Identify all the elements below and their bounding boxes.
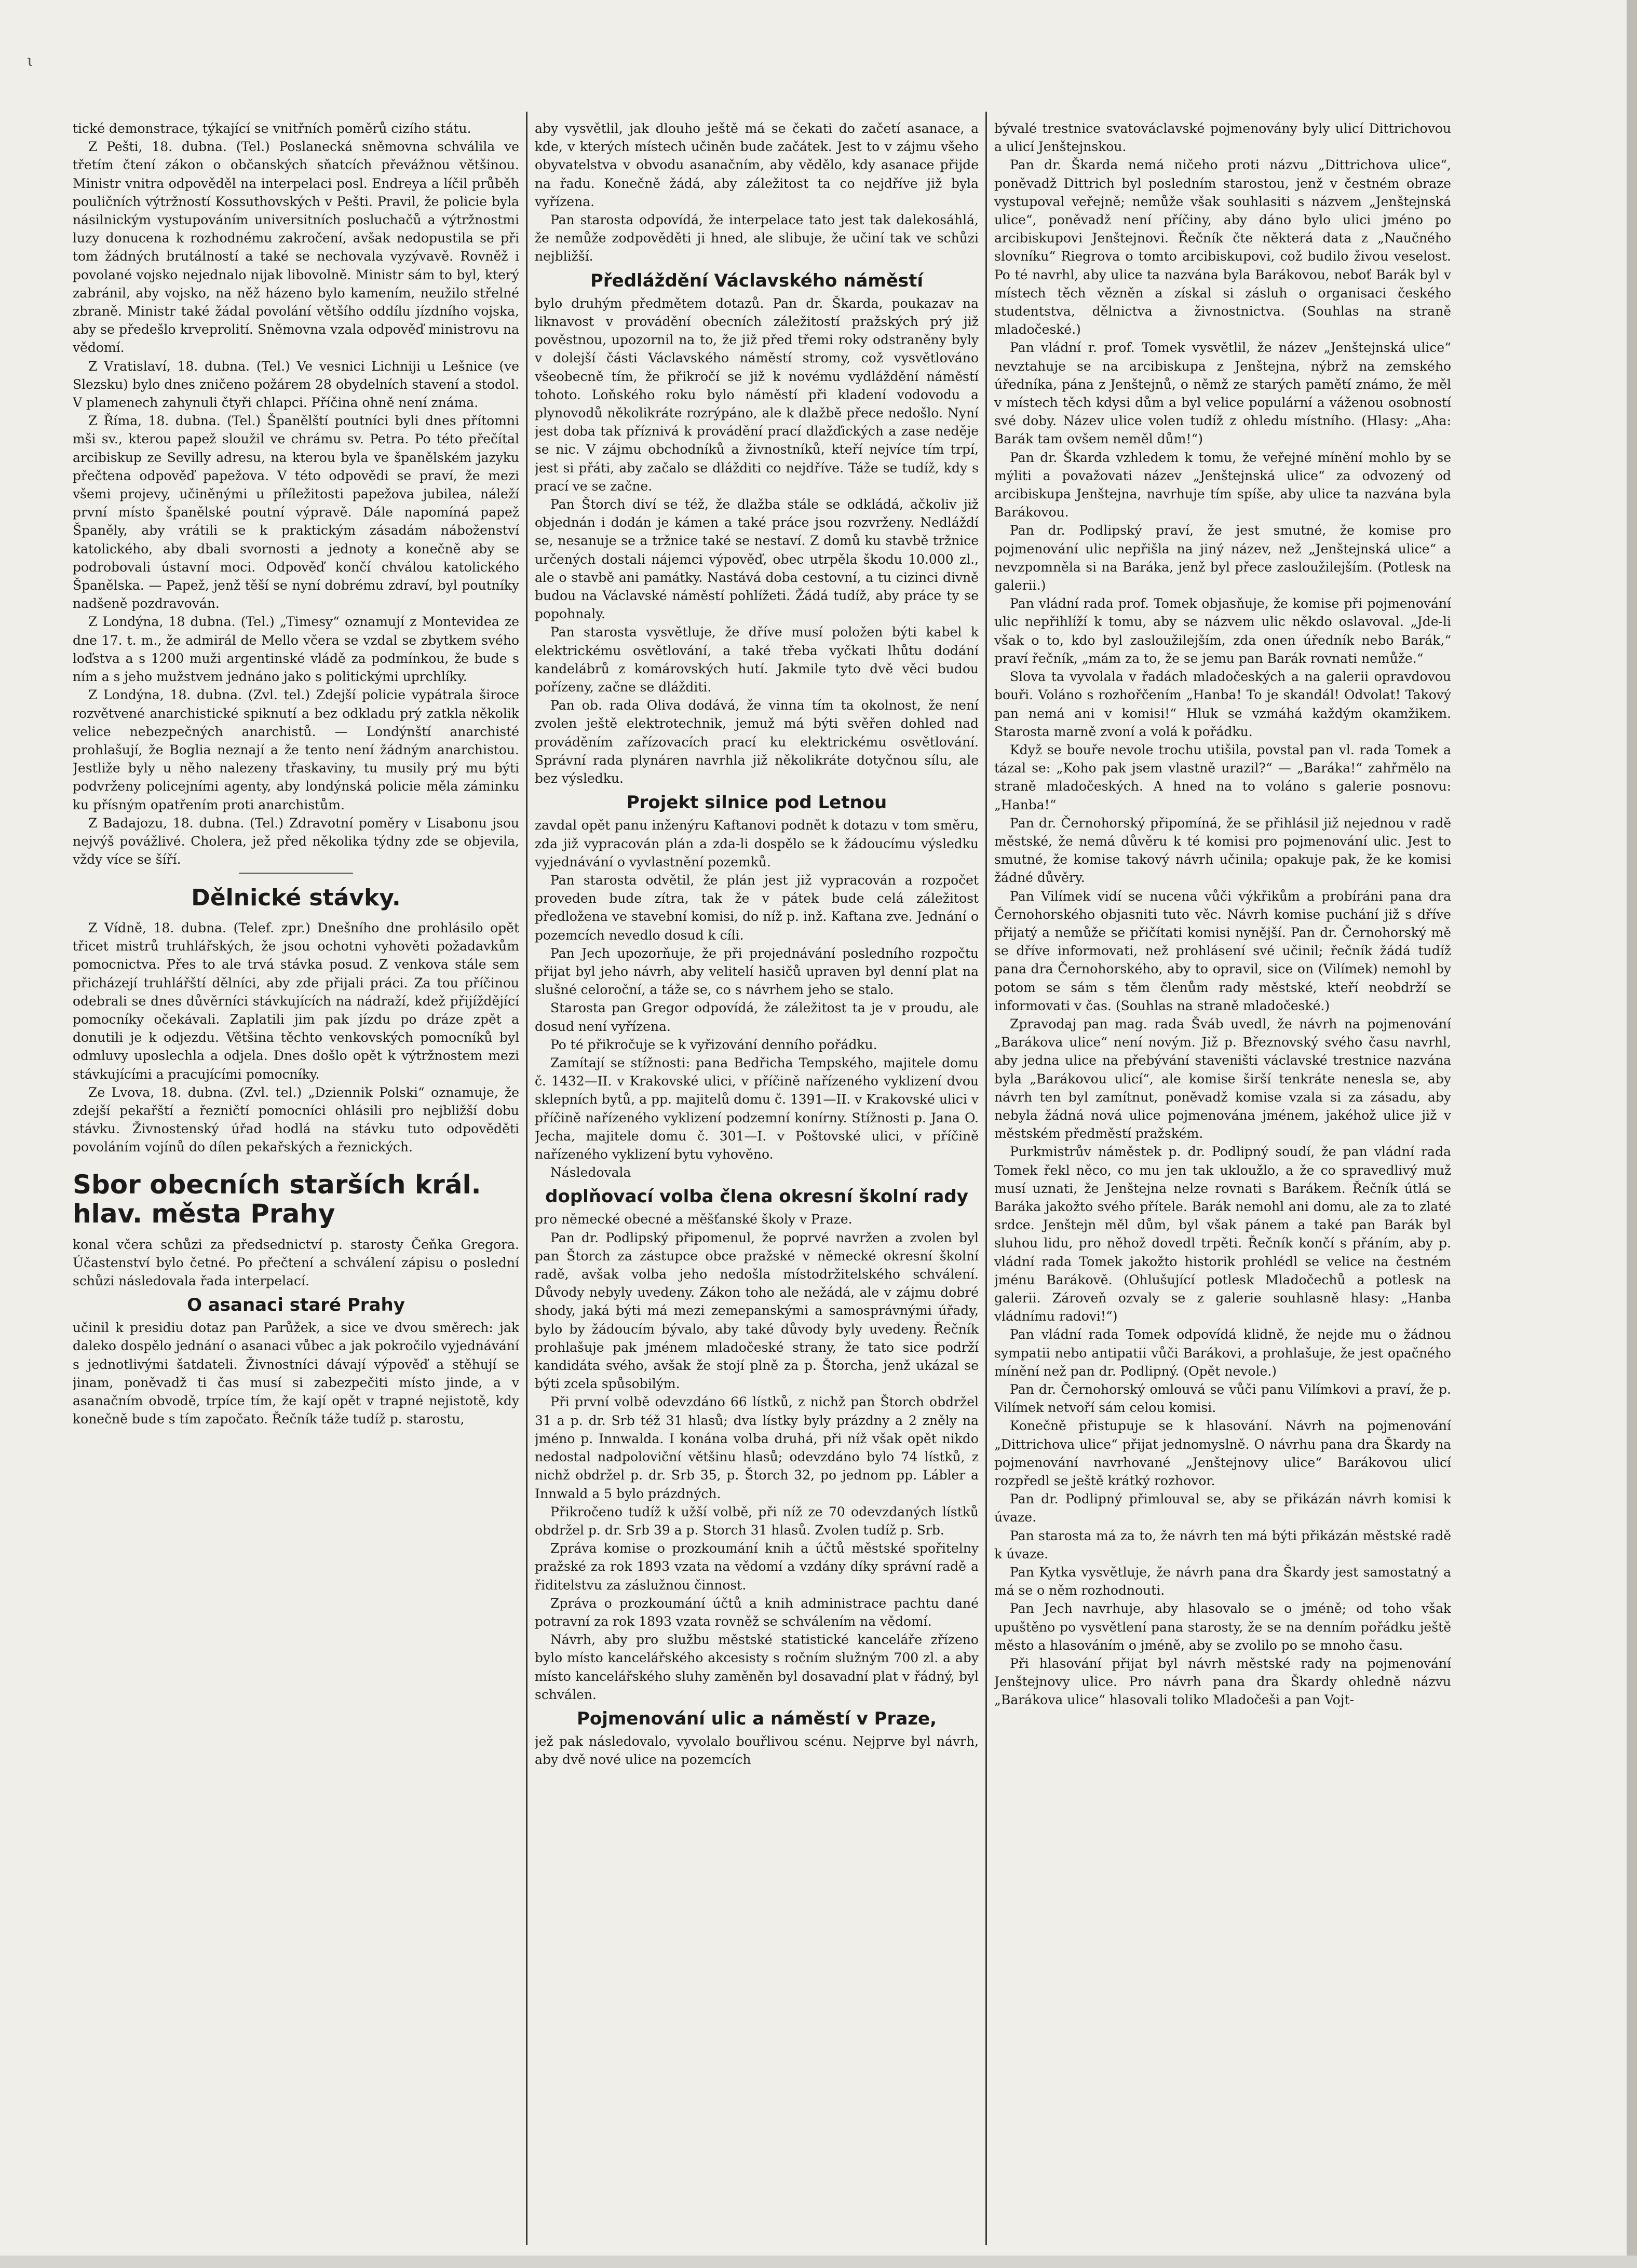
paragraph: Zpráva o prozkoumání účtů a knih administrace pachtu dané potravní za rok 1893 vzata rovněž se schválením na vědomí.: [535, 1595, 979, 1629]
paragraph: Zamítají se stížnosti: pana Bedřicha Tempského, majitele domu č. 1432—II. v Krakovské ulici, v příčině nařízeného vyklizení dvou sklepních bytů, a pp. majitelů domu č. 1391—II. v Krakovské ulici v příčině nařízeného vyklizení podzemní konírny. Stížnosti p. Jana O. Jecha, majitele domu č. 301—I. v Poštovské ulici, v příčině nařízeného vyklizení bytu vyhověno.: [535, 1055, 979, 1162]
paragraph: Starosta pan Gregor odpovídá, že záležitost ta je v proudu, ale dosud není vyřízena.: [535, 1000, 979, 1034]
paragraph: Když se bouře nevole trochu utišila, povstal pan vl. rada Tomek a tázal se: „Koho pak jsem vlastně urazil?“ — „Baráka!“ zahřmělo na straně mladočeských. A hned na to voláno s galerie posnovu: „Hanba!“: [994, 742, 1451, 812]
paragraph: Pan Vilímek vidí se nucena vůči výkřikům a probíráni pana dra Černohorského objasniti tuto věc. Návrh komise puchání již s dříve přijatý a nemůže se přičítati komisi nynější. Pan dr. Černohorský mě se dříve informovati, než prohlásení své učinil; řečník žádá tudíž pana dra Černohorského, aby to opravil, sice on (Vilímek) nemohl by potom se sám s těm členům rady městské, kteří neobdrží se informovati v čas. (Souhlas na straně mladočeské.): [994, 888, 1451, 1013]
news-item-badajoz: Z Badajozu, 18. dubna. (Tel.) Zdravotní poměry v Lisabonu jsou nejvýš povážlivé. Cholera, jež před několika týdny zde se objevila, vždy více se šíří.: [73, 815, 519, 867]
paragraph: Při hlasování přijat byl návrh městské rady na pojmenování Jenštejnovy ulice. Pro návrh pana dra Škardy ohledně názvu „Barákova ulice“ hlasovali toliko Mladočeši a pan Vojt-: [994, 1656, 1451, 1708]
paragraph: Pan dr. Černohorský omlouvá se vůči panu Vilímkovi a praví, že p. Vilímek netvoří sám celou komisi.: [994, 1382, 1451, 1416]
paragraph: zavdal opět panu inženýru Kaftanovi podnět k dotazu v tom směru, zda již vypracován plán a zda-li dospělo se k žádoucímu výsledku vyjednávání o vyvlastnění pozemků.: [535, 818, 979, 870]
paragraph: učinil k presidiu dotaz pan Parůžek, a sice ve dvou směrech: jak daleko dospělo jednání o asanaci vůbec a jak pokročilo vyjednávání s jednotlivými šatdateli. Živnostníci dávají výpověď a stěhují se jinam, poněvadž ti čas musí si zabezpečiti místo jinde, a v asanačním obvodě, trpíce tím, že kají opět v trapné nejistotě, kdy konečně bude s tím započato. Řečník táže tudíž p. starostu,: [73, 1320, 519, 1427]
paragraph: Při první volbě odevzdáno 66 lístků, z nichž pan Štorch obdržel 31 a p. dr. Srb též 31 hlasů; dva lístky byly prázdny a 2 zněly na jméno p. Innwalda. I konána volba druhá, při níž však opět nikdo nedostal nadpoloviční většinu hlasů; odevzdáno bylo 74 lístků, z nichž obdržel p. dr. Srb 35, p. Štorch 32, po jednom pp. Lábler a Innwald a 5 bylo prázdných.: [535, 1394, 979, 1501]
paragraph: Pan vládní r. prof. Tomek vysvětlil, že název „Jenštejnská ulice“ nevztahuje se na arcibiskupa z Jenštejna, nýbrž na zemského úředníka, pána z Jenštejnů, o němž ze starých pamětí známo, že měl v místech těch kdysi dům a byl velice populární a váženou osobností své doby. Název ulice volen tudíž z ohledu místního. (Hlasy: „Aha: Barák tam ovšem neměl dům!“): [994, 340, 1451, 447]
paragraph: Pan dr. Podlipský praví, že jest smutné, že komise pro pojmenování ulic nepřišla na jiný název, než „Jenštejnská ulice“ a nevzpomněla si na Baráka, jenž byl přece zasloužilejším. (Potlesk na galerii.): [994, 523, 1451, 593]
paragraph: Přikročeno tudíž k užší volbě, při níž ze 70 odevzdaných lístků obdržel p. dr. Srb 39 a p. Storch 31 hlasů. Zvolen tudíž p. Srb.: [535, 1504, 979, 1538]
paragraph: Následovala: [550, 1165, 631, 1180]
subsection-heading: Předláždění Václavského náměstí: [590, 270, 924, 291]
section-separator: [239, 873, 353, 874]
news-item-pest: Z Pešti, 18. dubna. (Tel.) Poslanecká sněmovna schválila ve třetím čtení zákon o občanských sňatcích převážnou většinou. Ministr vnitra odpověděl na interpelaci posl. Endreya a líčil průběh pouličních výtržností Kossuthovských v Pešti. Pravil, že policie byla násilnickým vystupováním universitních posluchačů a výtržnostmi luzy donucena k rozhodnému zakročení, avšak nedopustila se při tom žádných brutálností a také se nechovala vyzývavě. Rovněž i povolané vojsko nejednalo nijak libovolně. Ministr sám to byl, který zabránil, aby vojsko, na něž házeno bylo kamením, neužilo střelné zbraně. Ministr také žádal povolání většího oddílu jízdního vojska, aby se předešlo krveprolití. Sněmovna vzala odpověď ministrovu na vědomí.: [73, 139, 519, 356]
paragraph: Pan Jech navrhuje, aby hlasovalo se o jméně; od toho však upuštěno po vysvětlení pana starosty, že se na denním pořádku ještě město a hlasováním o jméně, aby se zvolilo po se mnoho času.: [994, 1601, 1451, 1653]
paragraph: Pan starosta má za to, že návrh ten má býti přikázán městské radě k úvaze.: [994, 1528, 1451, 1561]
paragraph: pro německé obecné a měšťanské školy v Praze.: [535, 1212, 853, 1227]
news-item-london-1: Z Londýna, 18 dubna. (Tel.) „Timesy“ oznamují z Montevidea ze dne 17. t. m., že admirál de Mello včera se vzdal se zbytkem svého loďstva a s 1200 muži argentinské vládě za podmínkou, že bude s ním a s jeho mužstvem jednáno jako s politickými uprchlíky.: [73, 614, 519, 685]
paragraph: bylo druhým předmětem dotazů. Pan dr. Škarda, poukazav na liknavost v provádění obecních záležitostí pražských prý již pověstnou, upozornil na to, že již před třemi roky odstraněny byly v dolejší části Václavského náměstí stromy, což vysvětlováno všeobecně tím, že přikročí se již k novému vydláždění náměstí tohoto. Loňského roku bylo náměstí při kladení vodovodu a plynovodů několikráte rozrýpáno, ale k dlažbě přece nedošlo. Nyní jest doba tak příznivá k provádění prací dlažďických a zase neděje se nic. V zájmu obchodníků a živnostníků, kteří nejvíce tím trpí, jest si přáti, aby začalo se dlážditi co nejdříve. Táže se tudíž, kdy s prací ve se začne.: [535, 295, 979, 494]
news-item-lvov: Ze Lvova, 18. dubna. (Zvl. tel.) „Dziennik Polski“ oznamuje, že zdejší pekařští a řezničtí pomocníci ohlásili pro nejbližší dobu stávku. Živnostenský úřad hodlá na stávku tuto odpověděti povoláním vojínů do dílen pekařských a řeznických.: [73, 1084, 519, 1155]
paragraph: Pan vládní rada Tomek odpovídá klidně, že nejde mu o žádnou sympatii nebo antipatii vůči Barákovi, a prohlašuje, že jest opačného mínění než pan dr. Podlipný. (Opět nevole.): [994, 1327, 1451, 1379]
paragraph: Zpráva komise o prozkoumání knih a účtů městské spořitelny pražské za rok 1893 vzata na vědomí a vzdány díky správní radě a řiditelstvu za záslužnou činnost.: [535, 1541, 979, 1593]
column-2: [535, 119, 979, 2237]
paragraph: Pan dr. Podlipský připomenul, že poprvé navržen a zvolen byl pan Štorch za zástupce obce pražské v německé okresní školní radě, avšak volba jeho nedošla místodržitelského schválení. Důvody nebyly uvedeny. Zákon toho ale nežádá, ale v zájmu dobré shody, jaká býti má mezi zemepanskými a samosprávnými úřady, bylo by žádoucím bývalo, aby také důvody byly uvedeny. Řečník prohlašuje pak jménem mladočeské strany, že tato sice podrží kandidáta svého, avšak že stojí plně za p. Štorcha, jenž ukázal se býti zcela spůsobilým.: [535, 1230, 979, 1392]
paragraph: Pan starosta vysvětluje, že dříve musí položen býti kabel k elektrickému osvětlování, a také třeba vyčkati lhůtu dodání kandelábrů z komárovských hutí. Jakmile tyto dvě věci budou pořízeny, začne se dlážditi.: [535, 624, 979, 695]
news-item-vratislav: Z Vratislaví, 18. dubna. (Tel.) Ve vesnici Lichniji u Lešnice (ve Slezsku) bylo dnes zničeno požárem 28 obydelních stavení a stodol. V plamenech zahynuli čtyři chlapci. Příčina ohně není známa.: [73, 358, 519, 411]
column-1: [73, 119, 519, 2237]
paragraph: jež pak následovalo, vyvolalo bouřlivou scénu. Nejprve byl návrh, aby dvě nové ulice na pozemcích: [535, 1734, 979, 1768]
section-heading: Sbor obecních starších král. hlav. města Prahy: [73, 1169, 481, 1229]
subsection-heading: Pojmenování ulic a náměstí v Praze,: [576, 1708, 937, 1729]
column-3: [994, 119, 1451, 2237]
paragraph: Konečně přistupuje se k hlasování. Návrh na pojmenování „Dittrichova ulice“ přijat jednomyslně. O návrhu pana dra Škardy na pojmenování navrhované „Jenštejnovy ulice“ Barákovou ulicí rozpředl se ještě krátký rozhovor.: [994, 1418, 1451, 1489]
column-divider: [985, 112, 987, 2245]
paragraph: Pan Kytka vysvětluje, že návrh pana dra Škardy jest samostatný a má se o něm rozhodnouti.: [994, 1565, 1451, 1598]
paragraph: Pan dr. Škarda nemá ničeho proti názvu „Dittrichova ulice“, poněvadž Dittrich byl posledním starostou, jenž v čestném obraze vystupoval veřejně; nemůže však souhlasiti s názvem „Jenštejnská ulice“, poněvadž není příčiny, aby dáno bylo ulici jméno po arcibiskupovi Jenštejnovi. Řečník čte některá data z „Naučného slovníku“ Riegrova o tomto arcibiskupovi, což budilo živou veselost. Po té navrhl, aby ulice ta nazvána byla Barákovou, neboť Barák byl v místech těch vězněn a získal si zásluh o organisaci českého studentstva, dělnictva a živnostnictva. (Souhlas na straně mladočeské.): [994, 157, 1451, 337]
page-bottom-shadow: [0, 2256, 1637, 2268]
paragraph: Purkmistrův náměstek p. dr. Podlipný soudí, že pan vládní rada Tomek řekl něco, co mu jen tak ukloužlo, a že co spravedlivý muž musí uznati, že Jenštejna nelze rovnati s Barákem. Řečník útlá se Baráka jakožto svého přítele. Barák nemohl ani domu, ale za to zlaté srdce. Jenštejn měl dům, byl však pánem a také pan Barák byl sluhou lidu, pro něhož dovedl trpěti. Řečník končí s přáním, aby p. vládní rada Tomek jakožto historik prohlédl se velice na čestném jménu Barákově. (Ohlušující potlesk Mladočechů a potlesk na galerii. Zároveň ozvaly se z galerie souhlasně hlasy: „Hanba vládnímu radovi!“): [994, 1144, 1451, 1324]
page-edge-shadow: [1627, 0, 1637, 2268]
subsection-heading: doplňovací volba člena okresní školní rady: [545, 1186, 968, 1207]
paragraph: tické demonstrace, týkající se vnitřních poměrů cizího státu.: [73, 121, 471, 136]
paragraph: Po té přikročuje se k vyřizování denního pořádku.: [550, 1037, 877, 1052]
paragraph: bývalé trestnice svatováclavské pojmenovány byly ulicí Dittrichovou a ulicí Jenštejnskou.: [994, 121, 1451, 155]
paragraph: Návrh, aby pro službu městské statistické kanceláře zřízeno bylo místo kancelářského akcesisty s ročním služným 700 zl. a aby místo kancelářského sluhy zaměněn byl dosavadní plat v řádný, byl schválen.: [535, 1632, 979, 1702]
paragraph: Pan ob. rada Oliva dodává, že vinna tím ta okolnost, že není zvolen ještě elektrotechnik, jemuž má býti svěřen dohled nad prováděním zařízovacích prací ku elektrickému osvětlování. Správní rada plynáren navrhla již několikráte dotyčnou sílu, ale bez výsledku.: [535, 698, 979, 786]
paragraph: konal včera schůzi za předsednictví p. starosty Čeňka Gregora. Účastenství bylo četné. Po přečtení a schválení zápisu o poslední schůzi následovala řada interpelací.: [73, 1237, 519, 1288]
section-heading: Dělnické stávky.: [191, 885, 401, 912]
paragraph: aby vysvětlil, jak dlouho ještě má se čekati do začetí asanace, a kde, v kterých místech učiněn bude začátek. Jest to v zájmu všeho obyvatelstva v obvodu asanačním, aby vědělo, kdy asanace přijde na řadu. Konečně žádá, aby záležitost ta co nejdříve již byla vyřízena.: [535, 121, 979, 209]
paragraph: Pan vládní rada prof. Tomek objasňuje, že komise při pojmenování ulic nepřihlíží k tomu, aby se názvem ulic někdo oslavoval. „Jde-li však o to, kdo byl zasloužilejším, zda onen úředník nebo Barák,“ praví řečník, „mám za to, že se jemu pan Barák rovnati nemůže.“: [994, 596, 1451, 666]
paragraph: Pan Štorch diví se též, že dlažba stále se odkládá, ačkoliv již objednán i dodán je kámen a také práce jsou rozvrženy. Nedláždí se, nesanuje se a tržnice také se nestaví. Z domů ku stavbě tržnice určených dostali nájemci výpověď, obec utrpěla škodu 10.000 zl., ale o stavbě ani památky. Nastává doba cestovní, a tu cizinci divně budou na Václavské náměstí pohlížeti. Žádá tudíž, aby práce ty se popohnaly.: [535, 496, 979, 622]
paragraph: Zpravodaj pan mag. rada Šváb uvedl, že návrh na pojmenování „Barákova ulice“ není novým. Již p. Březnovský svého času navrhl, aby jedna ulice na přebývání staveništi václavské trestnice nazvána byla „Barákovou ulicí“, ale komise širší tenkráte nenesla se, aby návrh ten byl zamítnut, poněvadž komise vzala si za zásadu, aby nebyla žádná nová ulice pojmenována jménem, jakéhož ulice již v městském předměstí pražském.: [994, 1016, 1451, 1142]
news-item-rim: Z Říma, 18. dubna. (Tel.) Španělští poutníci byli dnes přítomni mši sv., kterou papež sloužil ve chrámu sv. Petra. Po této přečítal arcibiskup ze Sevilly adresu, na kterou byla ve španělském jazyku přečtena odpověď papežova. V této odpovědi se praví, že mezi všemi projevy, učiněnými u příležitosti papežova jubilea, náleží první místo španělské poutní výpravě. Dále napomíná papež Španěly, aby vrátili se k praktickým zásadám náboženství katolického, aby dbali svornosti a jednoty a konečně aby se podrobovali ústavní moci. Odpověď končí chválou katolického Španělska. — Papež, jenž těší se nyní dobrému zdraví, byl poutníky nadšeně pozdravován.: [73, 413, 519, 612]
subsection-heading: Projekt silnice pod Letnou: [626, 792, 887, 813]
paragraph: Pan dr. Černohorský připomíná, že se přihlásil již nejednou v radě městské, že nemá důvěru k té komisi pro pojmenování ulic. Jest to smutné, že komise takový návrh učinila; opakuje pak, že ke komisi žádné důvěry.: [994, 815, 1451, 886]
subsection-heading: O asanaci staré Prahy: [187, 1295, 405, 1316]
news-item-viden: Z Vídně, 18. dubna. (Telef. zpr.) Dnešního dne prohlásilo opět třicet mistrů truhlářských, že jsou ochotni vyhověti požadavkům pomocnictva. Přes to ale trvá stávka posud. Z venkova stále sem přicházejí truhlářští dělníci, aby zde přijali práci. Za tou příčinou odebrali se dnes důvěrníci stávkujících na nádraží, kdež přijíždějící pomocníky očekávali. Zaplatili jim pak jízdu po dráze zpět a donutili je k odjezdu. Většina těchto venkovských pomocníků byl odmluvy uposlechla a odjela. Dnes došlo opět k výtržnostem mezi stávkujícími a pracujícími pomocníky.: [73, 920, 519, 1082]
column-divider: [526, 112, 527, 2245]
paragraph: Pan starosta odpovídá, že interpelace tato jest tak dalekosáhlá, že nemůže zodpověděti ji hned, ale slibuje, že učiní tak ve schůzi nejbližší.: [535, 212, 979, 264]
paragraph: Pan dr. Škarda vzhledem k tomu, že veřejné mínění mohlo by se mýliti a považovati název „Jenštejnská ulice“ za odvozený od arcibiskupa Jenštejna, navrhuje tím spíše, aby ulice ta nazvána byla Barákovou.: [994, 450, 1451, 520]
paragraph: Pan dr. Podlipný přimlouval se, aby se přikázán návrh komisi k úvaze.: [994, 1491, 1451, 1525]
scan-mark: ι: [27, 52, 33, 70]
news-item-london-2: Z Londýna, 18. dubna. (Zvl. tel.) Zdejší policie vypátrala široce rozvětvené anarchistické spiknutí a bez odkladu prý zatkla několik velice nebezpečných anarchistů. — Londýnští anarchisté prohlašují, že Boglia neznají a že tento není žádným anarchistou. Jestliže byly u něho nalezeny třaskaviny, tu musily prý mu býti podvrženy policejními agenty, aby londýnská policie měla záminku ku přísným opatřením proti anarchistům.: [73, 687, 519, 812]
paragraph: Slova ta vyvolala v řadách mladočeských a na galerii opravdovou bouři. Voláno s rozhořčením „Hanba! To je skandál! Odvolat! Takový pan nemá ani v komisi!“ Hluk se vzmáhá každým okamžikem. Starosta marně zvoní a volá k pořádku.: [994, 669, 1451, 739]
paragraph: Pan Jech upozorňuje, že při projednávání posledního rozpočtu přijat byl jeho návrh, aby velitelí hasičů upraven byl denní plat na slušné celoroční, a táže se, co s návrhem jeho se stalo.: [535, 945, 979, 998]
paragraph: Pan starosta odvětil, že plán jest již vypracován a rozpočet proveden bude zítra, tak že v pátek bude celá záležitost předložena ve stavební komisi, do níž p. inž. Kaftana zve. Jednání o pozemcích nevedlo dosud k cíli.: [535, 872, 979, 943]
